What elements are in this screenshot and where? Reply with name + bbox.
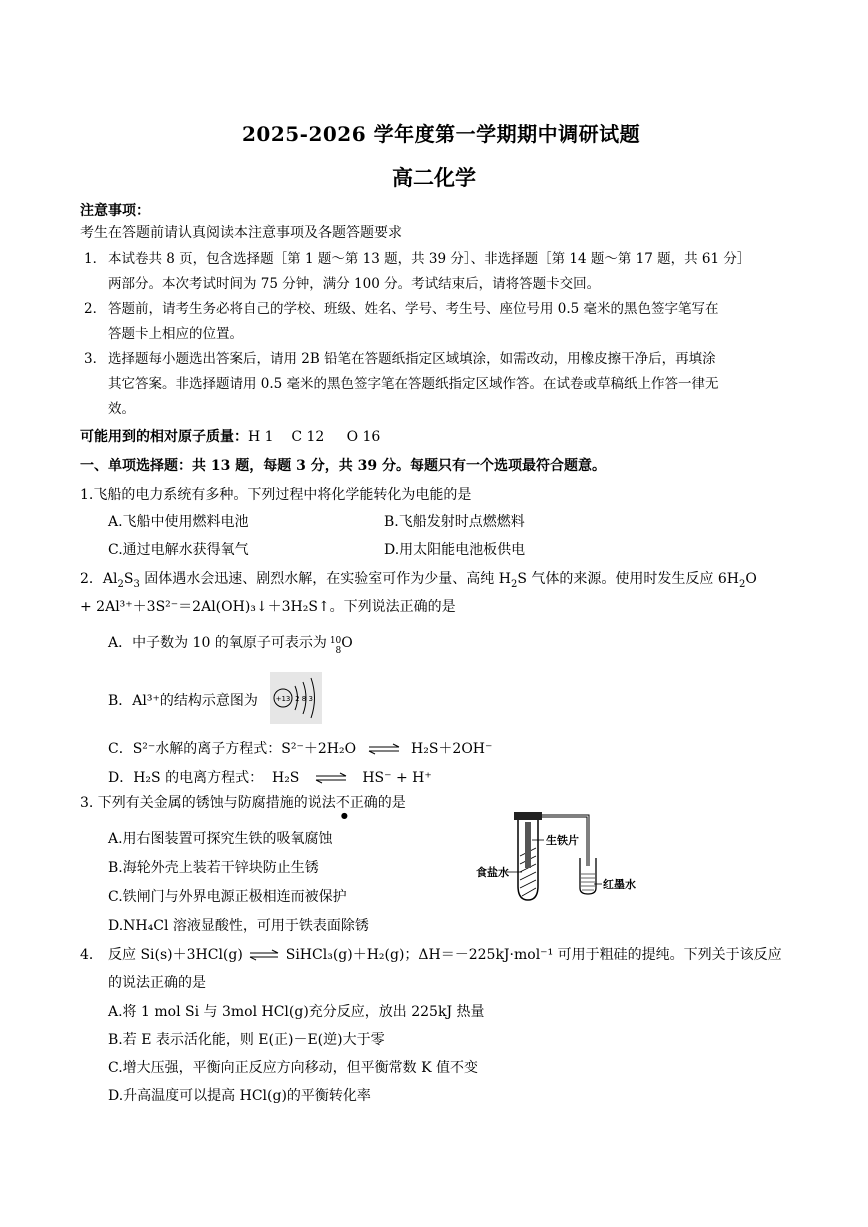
q2-option-d-products: HS⁻ + H⁺ (362, 770, 432, 786)
ion-structure-svg (270, 672, 322, 724)
label-red-ink: 红墨水 (603, 878, 636, 891)
section-1-heading: 一、单项选择题：共 13 题，每题 3 分，共 39 分。每题只有一个选项最符合题意。 (80, 458, 606, 474)
atomic-masses (80, 426, 380, 446)
q2-line1 (80, 568, 757, 590)
q3-option-c: C.铁闸门与外界电源正极相连而被保护 (108, 889, 347, 905)
q2-text: O (745, 571, 757, 587)
q1-option-a: A.飞船中使用燃料电池 (108, 514, 249, 530)
q4-option-a: A.将 1 mol Si 与 3mol HCl(g)充分反应，放出 225kJ 热量 (108, 1004, 485, 1020)
notice-2-num: 2． (84, 301, 107, 317)
electron-shells: 2 8 3 (295, 695, 313, 703)
q3-stem-text: 正确的是 (349, 795, 406, 811)
equilibrium-arrow-icon (367, 743, 401, 755)
label-iron-strip: 生铁片 (546, 834, 579, 847)
q2-text: Al (102, 571, 118, 587)
q2-option-b-text: B．Al³⁺的结构示意图为 (108, 693, 258, 709)
notice-2-line2: 答题卡上相应的位置。 (108, 326, 243, 342)
q1-option-c: C.通过电解水获得氧气 (108, 542, 249, 558)
atomic-masses-values: H 1 C 12 O 16 (248, 429, 381, 445)
notice-3-line3: 效。 (108, 401, 135, 417)
nucleus-charge: +13 (275, 695, 291, 703)
subject-title: 高二化学 (392, 165, 476, 190)
q2-option-c-products: H₂S＋2OH⁻ (411, 741, 493, 757)
notice-3-line2: 其它答案。非选择题请用 0.5 毫米的黑色签字笔在答题纸指定区域作答。在试卷或草稿纸上作答一律无 (108, 376, 719, 392)
q2-option-c-text: C．S²⁻水解的离子方程式：S²⁻＋2H₂O (108, 741, 357, 757)
q1-option-d: D.用太阳能电池板供电 (384, 542, 526, 558)
notice-intro: 考生在答题前请认真阅读本注意事项及各题答题要求 (80, 225, 402, 241)
notice-heading: 注意事项： (80, 203, 150, 219)
q2-sub: 2 (738, 578, 746, 590)
atomic-masses-label: 可能用到的相对原子质量： (80, 429, 248, 445)
equilibrium-arrow-icon (249, 949, 279, 961)
element-symbol: O (341, 635, 353, 651)
q4-line2: 的说法正确的是 (108, 975, 206, 991)
q2-option-d (108, 767, 432, 787)
emphasis-not: 不 ● (335, 795, 350, 820)
q1-option-b: B.飞船发射时点燃燃料 (384, 514, 525, 530)
q2-option-c (108, 738, 492, 758)
q3-stem (80, 792, 406, 820)
q2-option-a-text: A．中子数为 10 的氧原子可表示为 (108, 635, 327, 651)
q2-text: S 气体的来源。使用时发生反应 6H (517, 571, 739, 587)
ion-structure-diagram (270, 672, 322, 724)
q2-option-a (108, 632, 353, 656)
exam-title: 2025-2026 学年度第一学期期中调研试题 (242, 122, 641, 146)
notice-1-line2: 两部分。本次考试时间为 75 分钟，满分 100 分。考试结束后，请将答题卡交回。 (108, 276, 601, 292)
q3-option-d: D.NH₄Cl 溶液显酸性，可用于铁表面除锈 (108, 918, 369, 934)
atomic-number: 8 (335, 646, 342, 656)
isotope-notation (330, 636, 341, 656)
q2-option-d-text: D．H₂S 的电离方程式： H₂S (108, 770, 300, 786)
q3-option-a: A.用右图装置可探究生铁的吸氧腐蚀 (108, 831, 333, 847)
q2-text: S (123, 571, 134, 587)
corrosion-apparatus-figure (476, 808, 642, 908)
q3-stem-emphasis: 不 (335, 795, 350, 811)
q4-option-b: B.若 E 表示活化能，则 E(正)－E(逆)大于零 (108, 1032, 385, 1048)
mass-number: 10 (329, 636, 342, 646)
label-salt-water: 食盐水 (476, 866, 509, 879)
q2-sub: 2 (510, 578, 518, 590)
notice-3-line1: 选择题每小题选出答案后，请用 2B 铅笔在答题纸指定区域填涂，如需改动，用橡皮擦干净后，再填涂 (108, 351, 716, 367)
q2-sub: 3 (133, 578, 140, 590)
q4-products: SiHCl₃(g)＋H₂(g)；ΔH＝－225kJ·mol⁻¹ 可用于粗硅的提纯。下列关于该反应 (285, 947, 782, 963)
equilibrium-arrow-icon (314, 772, 348, 784)
q4-reactants: 反应 Si(s)＋3HCl(g) (108, 947, 243, 963)
q4-num: 4． (80, 947, 103, 963)
q1-stem: 1.飞船的电力系统有多种。下列过程中将化学能转化为电能的是 (80, 487, 472, 503)
notice-3-num: 3． (84, 351, 107, 367)
q4-line1 (108, 944, 782, 964)
q4-option-c: C.增大压强，平衡向正反应方向移动，但平衡常数 K 值不变 (108, 1060, 479, 1076)
q2-sub: 2 (117, 578, 124, 590)
q2-text: 固体遇水会迅速、剧烈水解，在实验室可作为少量、高纯 H (139, 571, 511, 587)
q2-num: 2． (80, 571, 103, 587)
q3-option-b: B.海轮外壳上装若干锌块防止生锈 (108, 860, 319, 876)
q4-option-d: D.升高温度可以提高 HCl(g)的平衡转化率 (108, 1088, 371, 1104)
notice-1-num: 1． (84, 251, 107, 267)
notice-2-line1: 答题前，请考生务必将自己的学校、班级、姓名、学号、考生号、座位号用 0.5 毫米的黑色签字笔写在 (108, 301, 719, 317)
corrosion-apparatus-svg (476, 808, 642, 908)
q3-stem-text: 3. 下列有关金属的锈蚀与防腐措施的说法 (80, 795, 336, 811)
notice-1-line1: 本试卷共 8 页，包含选择题［第 1 题～第 13 题，共 39 分］、非选择题［第 14 题～第 17 题，共 61 分］ (108, 251, 751, 267)
q2-line2: + 2Al³⁺＋3S²⁻＝2Al(OH)₃↓＋3H₂S↑。下列说法正确的是 (80, 599, 456, 615)
